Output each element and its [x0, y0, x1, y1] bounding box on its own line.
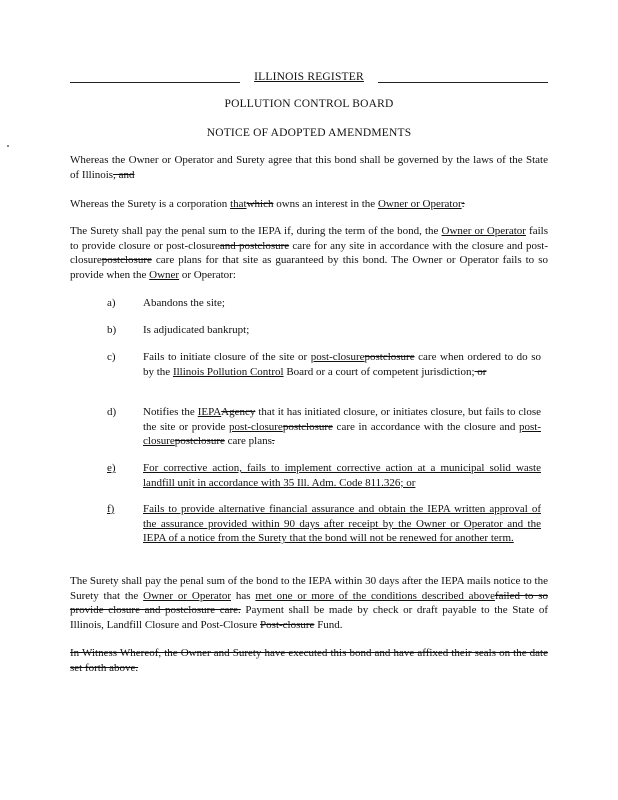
- item-label-a: a): [107, 297, 116, 309]
- item-text-d: Notifies the IEPAAgency that it has initiated closure, or initiates closure, but fails to close the site or provide post-closurepostclosure care in accordance with the closure and post-closurepostclosure care plans.: [143, 406, 542, 448]
- item-label-b: b): [107, 324, 117, 336]
- item-label-c: c): [107, 351, 116, 363]
- item-text-a: Abandons the site;: [143, 297, 225, 309]
- register-title: ILLINOIS REGISTER: [254, 71, 364, 83]
- paragraph-surety-corporation: Whereas the Surety is a corporation thatwhich owns an interest in the Owner or Operator:: [70, 198, 465, 210]
- paragraph-governing-law: Whereas the Owner or Operator and Surety agree that this bond shall be governed by the laws of the State of Illinois, and: [70, 154, 548, 181]
- item-text-b: Is adjudicated bankrupt;: [143, 324, 250, 336]
- paragraph-penal-sum: The Surety shall pay the penal sum to the IEPA if, during the term of the bond, the Owner or Operator fails to provide closure or post-closureand postclosure care for any site in accordance with the closure and post-closurepostclosure care plans for that site as guaranteed by this bond. The Owner or Operator fails to so provide when the Owner or Operator:: [70, 225, 548, 281]
- item-text-c: Fails to initiate closure of the site or post-closurepostclosure care when ordered to do so by the Illinois Pollution Control Board or a court of competent jurisdiction; or: [143, 351, 541, 378]
- notice-title: NOTICE OF ADOPTED AMENDMENTS: [206, 127, 412, 139]
- item-text-e: For corrective action, fails to implement corrective action at a municipal solid waste landfill unit in accordance with 35 Ill. Adm. Code 811.326; or: [143, 462, 541, 489]
- item-label-e: e): [107, 462, 116, 474]
- item-label-d: d): [107, 406, 117, 418]
- paragraph-payment: The Surety shall pay the penal sum of the bond to the IEPA within 30 days after the IEPA mails notice to the Surety that the Owner or Operator has met one or more of the conditions described abovefailed to so provide closure and postclosure care. Payment shall be made by check or draft payable to the State of Illinois, Landfill Closure and Post-Closure Post-closure Fund.: [70, 575, 548, 631]
- header-rule-right: [378, 82, 548, 83]
- item-text-f: Fails to provide alternative financial assurance and obtain the IEPA written approval of the assurance provided within 90 days after receipt by the Owner or Operator and the IEPA of a notice from the Surety that the bond will not be renewed for another term.: [143, 503, 541, 545]
- item-label-f: f): [107, 503, 115, 515]
- board-title: POLLUTION CONTROL BOARD: [224, 98, 394, 110]
- paragraph-witness: In Witness Whereof, the Owner and Surety have executed this bond and have affixed their seals on the date set forth above.: [70, 647, 548, 674]
- margin-speck: [7, 145, 9, 147]
